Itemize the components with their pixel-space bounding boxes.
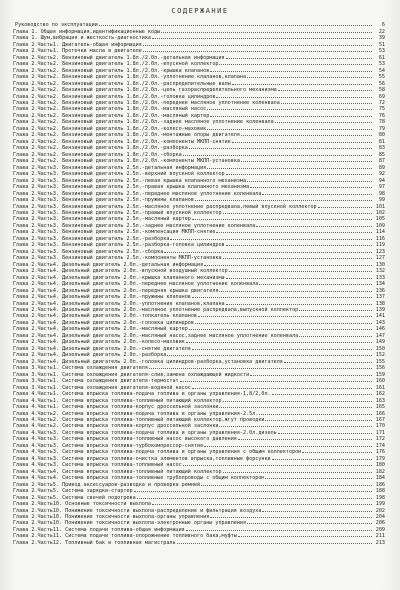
toc-entry-page: 198: [375, 494, 385, 501]
toc-entry-title: Глава 2.Часть1. Двигатель-общая информация: [13, 41, 142, 48]
toc-entry-title: Глава 4.Часть1. Система впрыска топлива-корпус дроссельной заслонки: [13, 404, 219, 411]
toc-entry-page: 119: [375, 242, 385, 249]
toc-entry-title: Глава 2.Часть3. Бензиновый двигатель 2.5л.-правый впускной коллектор: [13, 209, 222, 216]
dot-leader: [210, 514, 372, 518]
toc-entry-title: Глава 2.Часть2. Бензиновый двигатель 1.8л./2.0л.-головка цилиндров: [13, 93, 216, 100]
toc-entry-page: 166: [375, 410, 385, 417]
toc-entry-page: 61: [378, 54, 385, 61]
dot-leader: [201, 481, 372, 485]
dot-leader: [183, 151, 372, 155]
toc-entry-page: 160: [375, 378, 385, 385]
toc-entry-title: Глава 2.Часть5. Система свечей подогрева: [13, 494, 136, 501]
toc-entry-page: 39: [378, 35, 385, 42]
toc-entry-page: 188: [375, 488, 385, 495]
toc-entry-page: 172: [375, 436, 385, 443]
dot-leader: [238, 533, 372, 537]
toc-entry-page: 72: [378, 100, 385, 107]
toc-entry-page: 209: [375, 526, 385, 533]
dot-leader: [143, 41, 372, 45]
dot-leader: [247, 520, 372, 524]
toc-entry-title: Глава 4.Часть2. Система впрыска топлива-топливный питающий коллектор,жгут проводки: [13, 416, 265, 423]
toc-entry-page: 186: [375, 481, 385, 488]
toc-entry-page: 211: [375, 533, 385, 540]
toc-entry-title: Глава 2.Часть11. Система подачи топлива-опорожнение топливного бака,муфты: [13, 533, 237, 540]
toc-entry-title: Глава 2.Часть10. Понижение токсичности выхлопа-электронные органы управления: [13, 520, 247, 527]
toc-entry-title: Глава 2.Часть2. Бензиновый двигатель 1.8л./2.0л.-компоненты МКПП-снятие: [13, 138, 231, 145]
toc-entry-page: 199: [375, 501, 385, 508]
toc-entry-title: Глава 3.Часть1. Система охлаждения двигателя-водяной насос: [13, 384, 191, 391]
toc-entry-page: 149: [375, 339, 385, 346]
toc-entry-page: 116: [375, 235, 385, 242]
toc-entry-title: Глава 4.Часть2. Система впрыска топлива-подача топлива и органы управления-2.5л.: [13, 410, 259, 417]
toc-entry-title: Глава 2.Часть3. Бензиновый двигатель 2.5л.-разборка: [13, 235, 170, 242]
dot-leader: [186, 527, 372, 531]
toc-entry-page: 80: [378, 132, 385, 139]
toc-entry-page: 152: [375, 352, 385, 359]
toc-entry-title: Глава 2.Часть3. Бензиновый двигатель 2.5л.-масляный картер: [13, 216, 191, 223]
dot-leader: [241, 132, 372, 136]
toc-entry-page: 179: [375, 455, 385, 462]
dot-leader: [180, 378, 372, 382]
dot-leader: [167, 352, 372, 356]
toc-entry-title: Глава 2.Часть3. Бензиновый двигатель 2.5л.-разборка-головка цилиндров: [13, 242, 225, 249]
dot-leader: [143, 48, 372, 52]
dot-leader: [229, 268, 372, 272]
toc-entry-title: Глава 2.Часть2. Бензиновый двигатель 1.8л./2.0л.-разборка: [13, 145, 188, 152]
toc-entry-page: 97: [378, 184, 385, 191]
toc-entry: [13, 540, 385, 546]
dot-leader: [210, 113, 372, 117]
dot-leader: [265, 475, 372, 479]
dot-leader: [226, 54, 372, 58]
toc-entry-page: 138: [375, 300, 385, 307]
dot-leader: [247, 177, 372, 181]
toc-entry-page: 176: [375, 449, 385, 456]
toc-entry-title: Глава 4.Часть3. Система впрыска топлива-топливный насос высокого давления: [13, 436, 237, 443]
toc-entry-title: Глава 2.Часть3. Бензиновый двигатель 2.5л.-пружины клапанов: [13, 197, 194, 204]
toc-entry-title: Глава 2.Часть4. Дизельный двигатель 2.0л.-впускной воздушный коллектор: [13, 268, 228, 275]
dot-leader: [259, 281, 372, 285]
dot-leader: [219, 404, 372, 408]
toc-entry-page: 141: [375, 313, 385, 320]
dot-leader: [198, 313, 372, 317]
toc-entry-page: 58: [378, 87, 385, 94]
toc-entry-page: 213: [375, 539, 385, 546]
toc-entry-page: 79: [378, 125, 385, 132]
toc-entry-title: Глава 2.Часть11. Система подачи топлива-общая информация: [13, 526, 185, 533]
toc-entry-page: 132: [375, 268, 385, 275]
toc-entry-title: Глава 1. Шум,вибрация и жесткость-диагностика: [13, 35, 152, 42]
dot-leader: [170, 235, 372, 239]
toc-entry-page: 184: [375, 475, 385, 482]
dot-leader: [281, 100, 372, 104]
toc-entry-page: 147: [375, 332, 385, 339]
dot-leader: [219, 423, 372, 427]
toc-entry-page: 134: [375, 281, 385, 288]
dot-leader: [152, 501, 372, 505]
toc-entry-page: 133: [375, 274, 385, 281]
toc-entry-title: Глава 2.Часть3. Бензиновый двигатель 2.5л.-компенсация МКПП-снятие: [13, 229, 216, 236]
toc-entry-title: Глава 2.Часть4. Дизельный двигатель 2.0л.-крышка клапанного механизма: [13, 274, 225, 281]
toc-entry-title: Глава 2.Часть4. Дизельный двигатель 2.0л.-снятие двигателя: [13, 345, 191, 352]
toc-entry-title: Глава 2.Часть4. Дизельный двигатель 2.0л.-передняя крышка двигателя: [13, 287, 219, 294]
toc-entry-page: 87: [378, 158, 385, 165]
dot-leader: [232, 138, 372, 142]
toc-entry-title: Глава 2.Часть2. Бензиновый двигатель 1.8л./2.0л.-компоненты МКПП-установка: [13, 158, 240, 165]
dot-leader: [134, 488, 372, 492]
toc-entry-page: 109: [375, 222, 385, 229]
toc-entry-title: Глава 2.Часть3. Бензиновый двигатель 2.5л.-верхний впускной коллектор: [13, 171, 225, 178]
dot-leader: [250, 371, 372, 375]
dot-leader: [152, 35, 372, 39]
dot-leader: [210, 67, 372, 71]
toc-entry-title: Глава 2.Часть4. Дизельный двигатель 2.0л.-детальная информация: [13, 261, 204, 268]
dot-leader: [278, 87, 372, 91]
toc-entry-title: Глава 2.Часть2. Бензиновый двигатель 1.8л./2.0л.-детальная информация: [13, 54, 225, 61]
page-title: СОДЕРЖАНИЕ: [171, 7, 229, 15]
dot-leader: [302, 449, 372, 453]
toc-entry-page: 155: [375, 358, 385, 365]
toc-entry-page: 94: [378, 177, 385, 184]
toc-entry-page: 171: [375, 429, 385, 436]
toc-entry-page: 130: [375, 261, 385, 268]
toc-entry-title: Глава 2.Часть10. Основные токсичности выхлопа: [13, 501, 152, 508]
dot-leader: [238, 436, 372, 440]
dot-leader: [192, 216, 372, 220]
toc-entry-title: Глава 2.Часть2. Бензиновый двигатель 1.8л./2.0л.-уплотнение клапанов,клапана: [13, 74, 247, 81]
toc-entry-page: 167: [375, 416, 385, 423]
toc-entry-title: Глава 1. Общая информация,идентификационные коды: [13, 28, 161, 35]
toc-entry-title: Глава 2.Часть4. Дизельный двигатель 2.0л.-толкатель клапанов: [13, 313, 198, 320]
dot-leader: [192, 294, 372, 298]
toc-entry-title: Глава 4.Часть2. Система впрыска топлива-корпус дроссельной заслонки: [13, 423, 219, 430]
dot-leader: [149, 365, 372, 369]
toc-entry-page: 69: [378, 93, 385, 100]
toc-entry-page: 22: [378, 28, 385, 35]
toc-entry-title: Глава 2.Часть12. Топливный бак и топливная магистраль: [13, 539, 176, 546]
toc-entry-page: 165: [375, 404, 385, 411]
toc-entry-title: Глава 4.Часть3. Система впрыска топлива-подача топлива и органы управления-2.0л.дизель: [13, 429, 277, 436]
toc-entry-page: 170: [375, 423, 385, 430]
toc-entry-title: Глава 2.Часть2. Бензиновый двигатель 1.8л./2.0л.-цепь газораспределительного механизма: [13, 87, 277, 94]
toc-entry-title: Глава 2.Часть3. Бензиновый двигатель 2.5л.-заднее масляное уплотнение коленвала: [13, 222, 256, 229]
toc-entry-title: Глава 4.Часть4. Система впрыска топлива-топливный питающий коллектор: [13, 468, 222, 475]
toc-entry-title: Глава 2.Часть2. Бензиновый двигатель 1.8л./2.0л.-сборка: [13, 151, 182, 158]
toc-entry-page: 114: [375, 229, 385, 236]
toc-entry-page: 159: [375, 371, 385, 378]
toc-entry-title: Глава 2.Часть5. Привод аксессуаров-разводка и проверка ремней: [13, 481, 201, 488]
dot-leader: [192, 384, 372, 388]
toc-entry-title: Глава 2.Часть1. Протечки масла в двигателе: [13, 48, 142, 55]
dot-leader: [223, 468, 372, 472]
dot-leader: [204, 261, 372, 265]
toc-entry-title: Глава 2.Часть2. Бензиновый двигатель 1.8л./2.0л.-колесо-маховик: [13, 125, 207, 132]
dot-leader: [161, 28, 372, 32]
toc-entry-title: Глава 4.Часть3. Система впрыска топлива-турбокомпрессор-снятие: [13, 442, 204, 449]
toc-entry-page: 53: [378, 61, 385, 68]
dot-leader: [226, 242, 372, 246]
toc-entry-title: Глава 4.Часть3. Система впрыска топлива-очистка элементов впрыска,топливные форсунки: [13, 455, 271, 462]
dot-leader: [219, 287, 372, 291]
toc-entry-page: 85: [378, 151, 385, 158]
toc-entry-title: Глава 2.Часть5. Система зарядки-стартер: [13, 488, 133, 495]
dot-leader: [265, 417, 372, 421]
toc-entry-title: Глава 2.Часть3. Бензиновый двигатель 2.5л.-масляное уплотнение распредвала,левый впускной коллектор: [13, 203, 317, 210]
toc-entry-title: Глава 2.Часть2. Бензиновый двигатель 1.8л./2.0л.-крышка клапанов: [13, 67, 210, 74]
toc-entry-title: Глава 2.Часть4. Дизельный двигатель 2.0л.-масляный насос,заднее масляное уплотнение коленвала: [13, 332, 299, 339]
toc-entry-page: 180: [375, 462, 385, 469]
dot-leader: [189, 326, 372, 330]
toc-entry-page: 83: [378, 145, 385, 152]
toc-entry-page: 81: [378, 138, 385, 145]
toc-entry-title: Глава 2.Часть4. Дизельный двигатель 2.0л.-разборка: [13, 352, 167, 359]
toc-entry-page: 54: [378, 67, 385, 74]
toc-entry-page: 76: [378, 112, 385, 119]
dot-leader: [223, 255, 372, 259]
dot-leader: [207, 106, 372, 110]
dot-leader: [204, 442, 372, 446]
toc-entry-page: 101: [375, 203, 385, 210]
toc-entry-title: Глава 3.Часть1. Система охлаждения двигателя-термостат: [13, 378, 179, 385]
toc-entry-page: 51: [378, 41, 385, 48]
toc-entry-title: Глава 2.Часть4. Дизельный двигатель 2.0л.-головка цилиндров-разборка,установка двигателя: [13, 358, 283, 365]
dot-leader: [250, 184, 372, 188]
dot-leader: [223, 397, 372, 401]
dot-leader: [137, 494, 372, 498]
dot-leader: [99, 22, 372, 26]
toc-entry-title: Глава 2.Часть2. Бензиновый двигатель 1.8л./2.0л.-масляный картер: [13, 112, 210, 119]
toc-entry-title: Глава 2.Часть10. Понижение токсичности выхлопа-распределение и фильтрация воздуха: [13, 507, 262, 514]
dot-leader: [299, 307, 372, 311]
toc-entry-title: Глава 2.Часть2. Бензиновый двигатель 1.8л./2.0л.-монтажные опоры двигателя: [13, 132, 240, 139]
toc-entry-page: 92: [378, 171, 385, 178]
toc-entry-page: 56: [378, 80, 385, 87]
dot-leader: [216, 93, 372, 97]
toc-entry-title: Глава 2.Часть3. Бензиновый двигатель 2.5л.-левая крышка клапанного механизма: [13, 177, 247, 184]
toc-entry-page: 136: [375, 287, 385, 294]
dot-leader: [272, 455, 372, 459]
toc-entry-title: Глава 2.Часть2. Бензиновый двигатель 1.8л./2.0л.-впускной коллектор: [13, 61, 219, 68]
toc-entry-page: 6: [381, 22, 385, 29]
toc-entry-page: 150: [375, 345, 385, 352]
dot-leader: [256, 223, 372, 227]
toc-entry-title: Глава 2.Часть4. Дизельный двигатель 2.0л.-головка цилиндров: [13, 319, 194, 326]
toc-entry-page: 143: [375, 319, 385, 326]
toc-entry-page: 98: [378, 190, 385, 197]
toc-entry-title: Глава 2.Часть4. Дизельный двигатель 2.0л.-пружины клапанов: [13, 294, 191, 301]
dot-leader: [226, 300, 372, 304]
toc-entry-page: 127: [375, 255, 385, 262]
toc-entry-page: 78: [378, 119, 385, 126]
toc-entry-title: Глава 2.Часть4. Дизельный двигатель 2.0л.-колесо-маховик: [13, 339, 185, 346]
dot-leader: [219, 61, 372, 65]
dot-leader: [299, 333, 372, 337]
toc-entry-title: Глава 2.Часть2. Бензиновый двигатель 1.8л./2.0л.-заднее масляное уплотнение коленвала: [13, 119, 274, 126]
toc-entry-title: Глава 4.Часть3. Система впрыска топлива-топливный насос: [13, 462, 182, 469]
dot-leader: [226, 274, 372, 278]
toc-entry-page: 146: [375, 326, 385, 333]
toc-entry-page: 161: [375, 384, 385, 391]
toc-entry-title: Глава 2.Часть3. Бензиновый двигатель 2.5л.-детальная информация: [13, 164, 207, 171]
dot-leader: [232, 80, 372, 84]
toc-entry-title: Глава 4.Часть1. Система впрыска топлива-топливный питающий коллектор: [13, 397, 222, 404]
dot-leader: [241, 158, 372, 162]
toc-entry-title: Глава 2.Часть4. Дизельный двигатель 2.0л.-масляное уплотнение распредвала,выпускной коллектор: [13, 307, 299, 314]
toc-entry-page: 156: [375, 365, 385, 372]
dot-leader: [284, 358, 372, 362]
dot-leader: [247, 74, 372, 78]
toc-entry-page: 206: [375, 520, 385, 527]
toc-entry-title: Глава 2.Часть3. Бензиновый двигатель 2.5л.-переднее масляное уплотнение коленвала: [13, 190, 262, 197]
toc-entry-title: Глава 3.Часть1. Система охлаждения двигателя-слив,замена охлаждающей жидкости: [13, 371, 250, 378]
dot-leader: [259, 410, 372, 414]
toc-entry-title: Глава 3.Часть1. Система охлаждения двигателя: [13, 365, 148, 372]
dot-leader: [223, 210, 372, 214]
toc-entry-title: Глава 2.Часть3. Бензиновый двигатель 2.5л.-компоненты МКПП-установка: [13, 255, 222, 262]
table-of-contents: [13, 22, 385, 546]
dot-leader: [262, 190, 372, 194]
dot-leader: [318, 203, 372, 207]
toc-entry-page: 163: [375, 397, 385, 404]
toc-entry-title: Руководство по эксплуатации: [15, 22, 98, 29]
dot-leader: [275, 119, 372, 123]
dot-leader: [195, 320, 372, 324]
toc-entry-title: Глава 2.Часть3. Бензиновый двигатель 2.5л.-сборка: [13, 248, 164, 255]
toc-entry-title: Глава 2.Часть2. Бензиновый двигатель 1.8л./2.0л.-переднее масляное уплотнение коленвала: [13, 100, 280, 107]
dot-leader: [207, 126, 372, 130]
dot-leader: [207, 164, 372, 168]
toc-entry-title: Глава 2.Часть4. Дизельный двигатель 2.0л.-переднее масляное уплотнение коленвала: [13, 281, 259, 288]
toc-entry-title: Глава 2.Часть10. Понижение токсичности выхлопа-органы управления: [13, 514, 210, 521]
dot-leader: [192, 345, 372, 349]
toc-entry-page: 75: [378, 106, 385, 113]
toc-entry-page: 123: [375, 248, 385, 255]
toc-entry-title: Глава 2.Часть4. Дизельный двигатель 2.0л.-уплотнения клапанов,клапана: [13, 300, 225, 307]
toc-entry-page: 99: [378, 197, 385, 204]
toc-entry-page: 102: [375, 209, 385, 216]
toc-entry-title: Глава 4.Часть1. Система впрыска топлива-подача топлива и органы управления-1,8/2,0л.: [13, 391, 271, 398]
dot-leader: [272, 391, 372, 395]
toc-entry-title: Глава 2.Часть2. Бензиновый двигатель 1.8л./2.0л.-масляный насос: [13, 106, 207, 113]
toc-entry-page: 202: [375, 507, 385, 514]
toc-entry-page: 139: [375, 307, 385, 314]
dot-leader: [164, 248, 372, 252]
toc-entry-title: Глава 2.Часть3. Бензиновый двигатель 2.5л.-правая крышка клапанного механизма: [13, 184, 250, 191]
toc-entry-title: Глава 4.Часть4. Система впрыска топлива-топливные трубопроводы с общим коллектором: [13, 475, 265, 482]
dot-leader: [216, 229, 372, 233]
dot-leader: [183, 462, 372, 466]
toc-entry-page: 174: [375, 442, 385, 449]
dot-leader: [186, 339, 372, 343]
toc-entry-page: 55: [378, 74, 385, 81]
dot-leader: [278, 430, 372, 434]
toc-entry-page: 162: [375, 391, 385, 398]
toc-entry-page: 105: [375, 216, 385, 223]
toc-entry-title: Глава 4.Часть3. Система впрыска топлива-подача топлива и органы управления с общим коллектором: [13, 449, 302, 456]
toc-entry-page: 89: [378, 164, 385, 171]
toc-entry-page: 53: [378, 48, 385, 55]
toc-entry-page: 204: [375, 514, 385, 521]
toc-entry-page: 137: [375, 294, 385, 301]
dot-leader: [262, 507, 372, 511]
dot-leader: [189, 145, 372, 149]
toc-entry-page: 182: [375, 468, 385, 475]
toc-entry-title: Глава 2.Часть2. Бензиновый двигатель 1.8л./2.0л.-распределительные валы: [13, 80, 231, 87]
toc-entry-title: Глава 2.Часть4. Дизельный двигатель 2.0л.-масляный картер: [13, 326, 188, 333]
dot-leader: [226, 171, 372, 175]
dot-leader: [177, 540, 372, 544]
dot-leader: [195, 197, 372, 201]
